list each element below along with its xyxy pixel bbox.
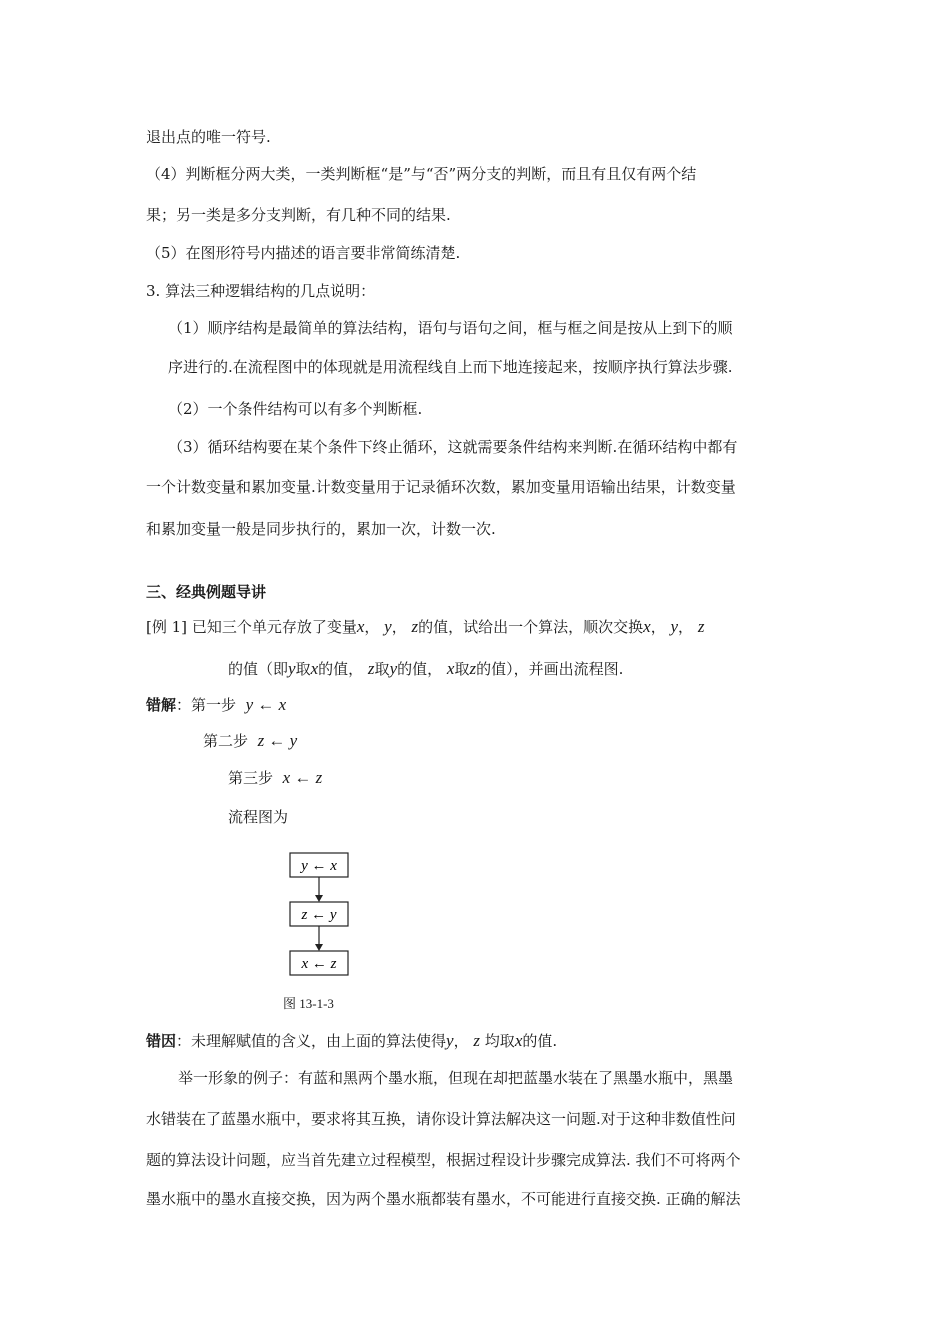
text-line: 和累加变量一般是同步执行的，累加一次，计数一次. <box>146 520 496 538</box>
text-line: （2）一个条件结构可以有多个判断框. <box>168 400 423 418</box>
flowchart-intro: 流程图为 <box>228 808 289 826</box>
text-line: （5）在图形符号内描述的语言要非常简练清楚. <box>146 244 461 262</box>
error-cause-label: 错因 <box>146 1032 177 1050</box>
example-label: [例 1] <box>146 618 188 636</box>
error-cause-line: 错因：未理解赋值的含义，由上面的算法使得y， z 均取x的值. <box>146 1031 558 1050</box>
text-line: 墨水瓶中的墨水直接交换，因为两个墨水瓶都装有墨水，不可能进行直接交换. 正确的解法 <box>146 1190 741 1208</box>
wrong-solution-label: 错解 <box>146 696 177 714</box>
text-line: （3）循环结构要在某个条件下终止循环，这就需要条件结构来判断.在循环结构中都有 <box>168 438 738 456</box>
text-line: 果；另一类是多分支判断，有几种不同的结果. <box>146 206 451 224</box>
flowchart-box-1-label: y ← x <box>301 858 337 874</box>
wrong-solution-step-3: 第三步 x ← z <box>228 768 323 787</box>
flowchart-box-3-label: x ← z <box>301 956 337 972</box>
text-line: 水错装在了蓝墨水瓶中，要求将其互换，请你设计算法解决这一问题.对于这种非数值性问 <box>146 1110 736 1128</box>
text-line: 一个计数变量和累加变量.计数变量用于记录循环次数，累加变量用语输出结果，计数变量 <box>146 478 736 496</box>
text-line: （1）顺序结构是最简单的算法结构，语句与语句之间，框与框之间是按从上到下的顺 <box>168 319 733 337</box>
text-line: 退出点的唯一符号. <box>146 128 271 146</box>
text-line: （4）判断框分两大类，一类判断框“是”与“否”两分支的判断，而且有且仅有两个结 <box>146 165 697 183</box>
flowchart-arrowhead-2 <box>315 944 323 951</box>
flowchart-arrowhead-1 <box>315 895 323 902</box>
flowchart-box-2-label: z ← y <box>301 907 337 923</box>
flowchart-figure <box>283 845 363 985</box>
example-1-line-2: 的值（即y取x的值， z取y的值， x取z的值），并画出流程图. <box>228 659 624 678</box>
wrong-solution-step-1: 错解：第一步 y ← x <box>146 695 287 714</box>
text-line: 题的算法设计问题，应当首先建立过程模型，根据过程设计步骤完成算法. 我们不可将两个 <box>146 1151 741 1169</box>
text-line: 3. 算法三种逻辑结构的几点说明： <box>146 282 376 300</box>
text-line: 序进行的.在流程图中的体现就是用流程线自上而下地连接起来，按顺序执行算法步骤. <box>168 358 733 376</box>
text-line: 举一形象的例子：有蓝和黑两个墨水瓶，但现在却把蓝墨水装在了黑墨水瓶中，黑墨 <box>178 1069 734 1087</box>
figure-caption: 图 13-1-3 <box>283 996 334 1011</box>
flowchart-svg <box>283 845 363 985</box>
section-heading: 三、经典例题导讲 <box>146 583 267 601</box>
example-1-line-1: [例 1] 已知三个单元存放了变量x， y， z的值，试给出一个算法，顺次交换x， y， z <box>146 617 705 636</box>
wrong-solution-step-2: 第二步 z ← y <box>203 731 298 750</box>
